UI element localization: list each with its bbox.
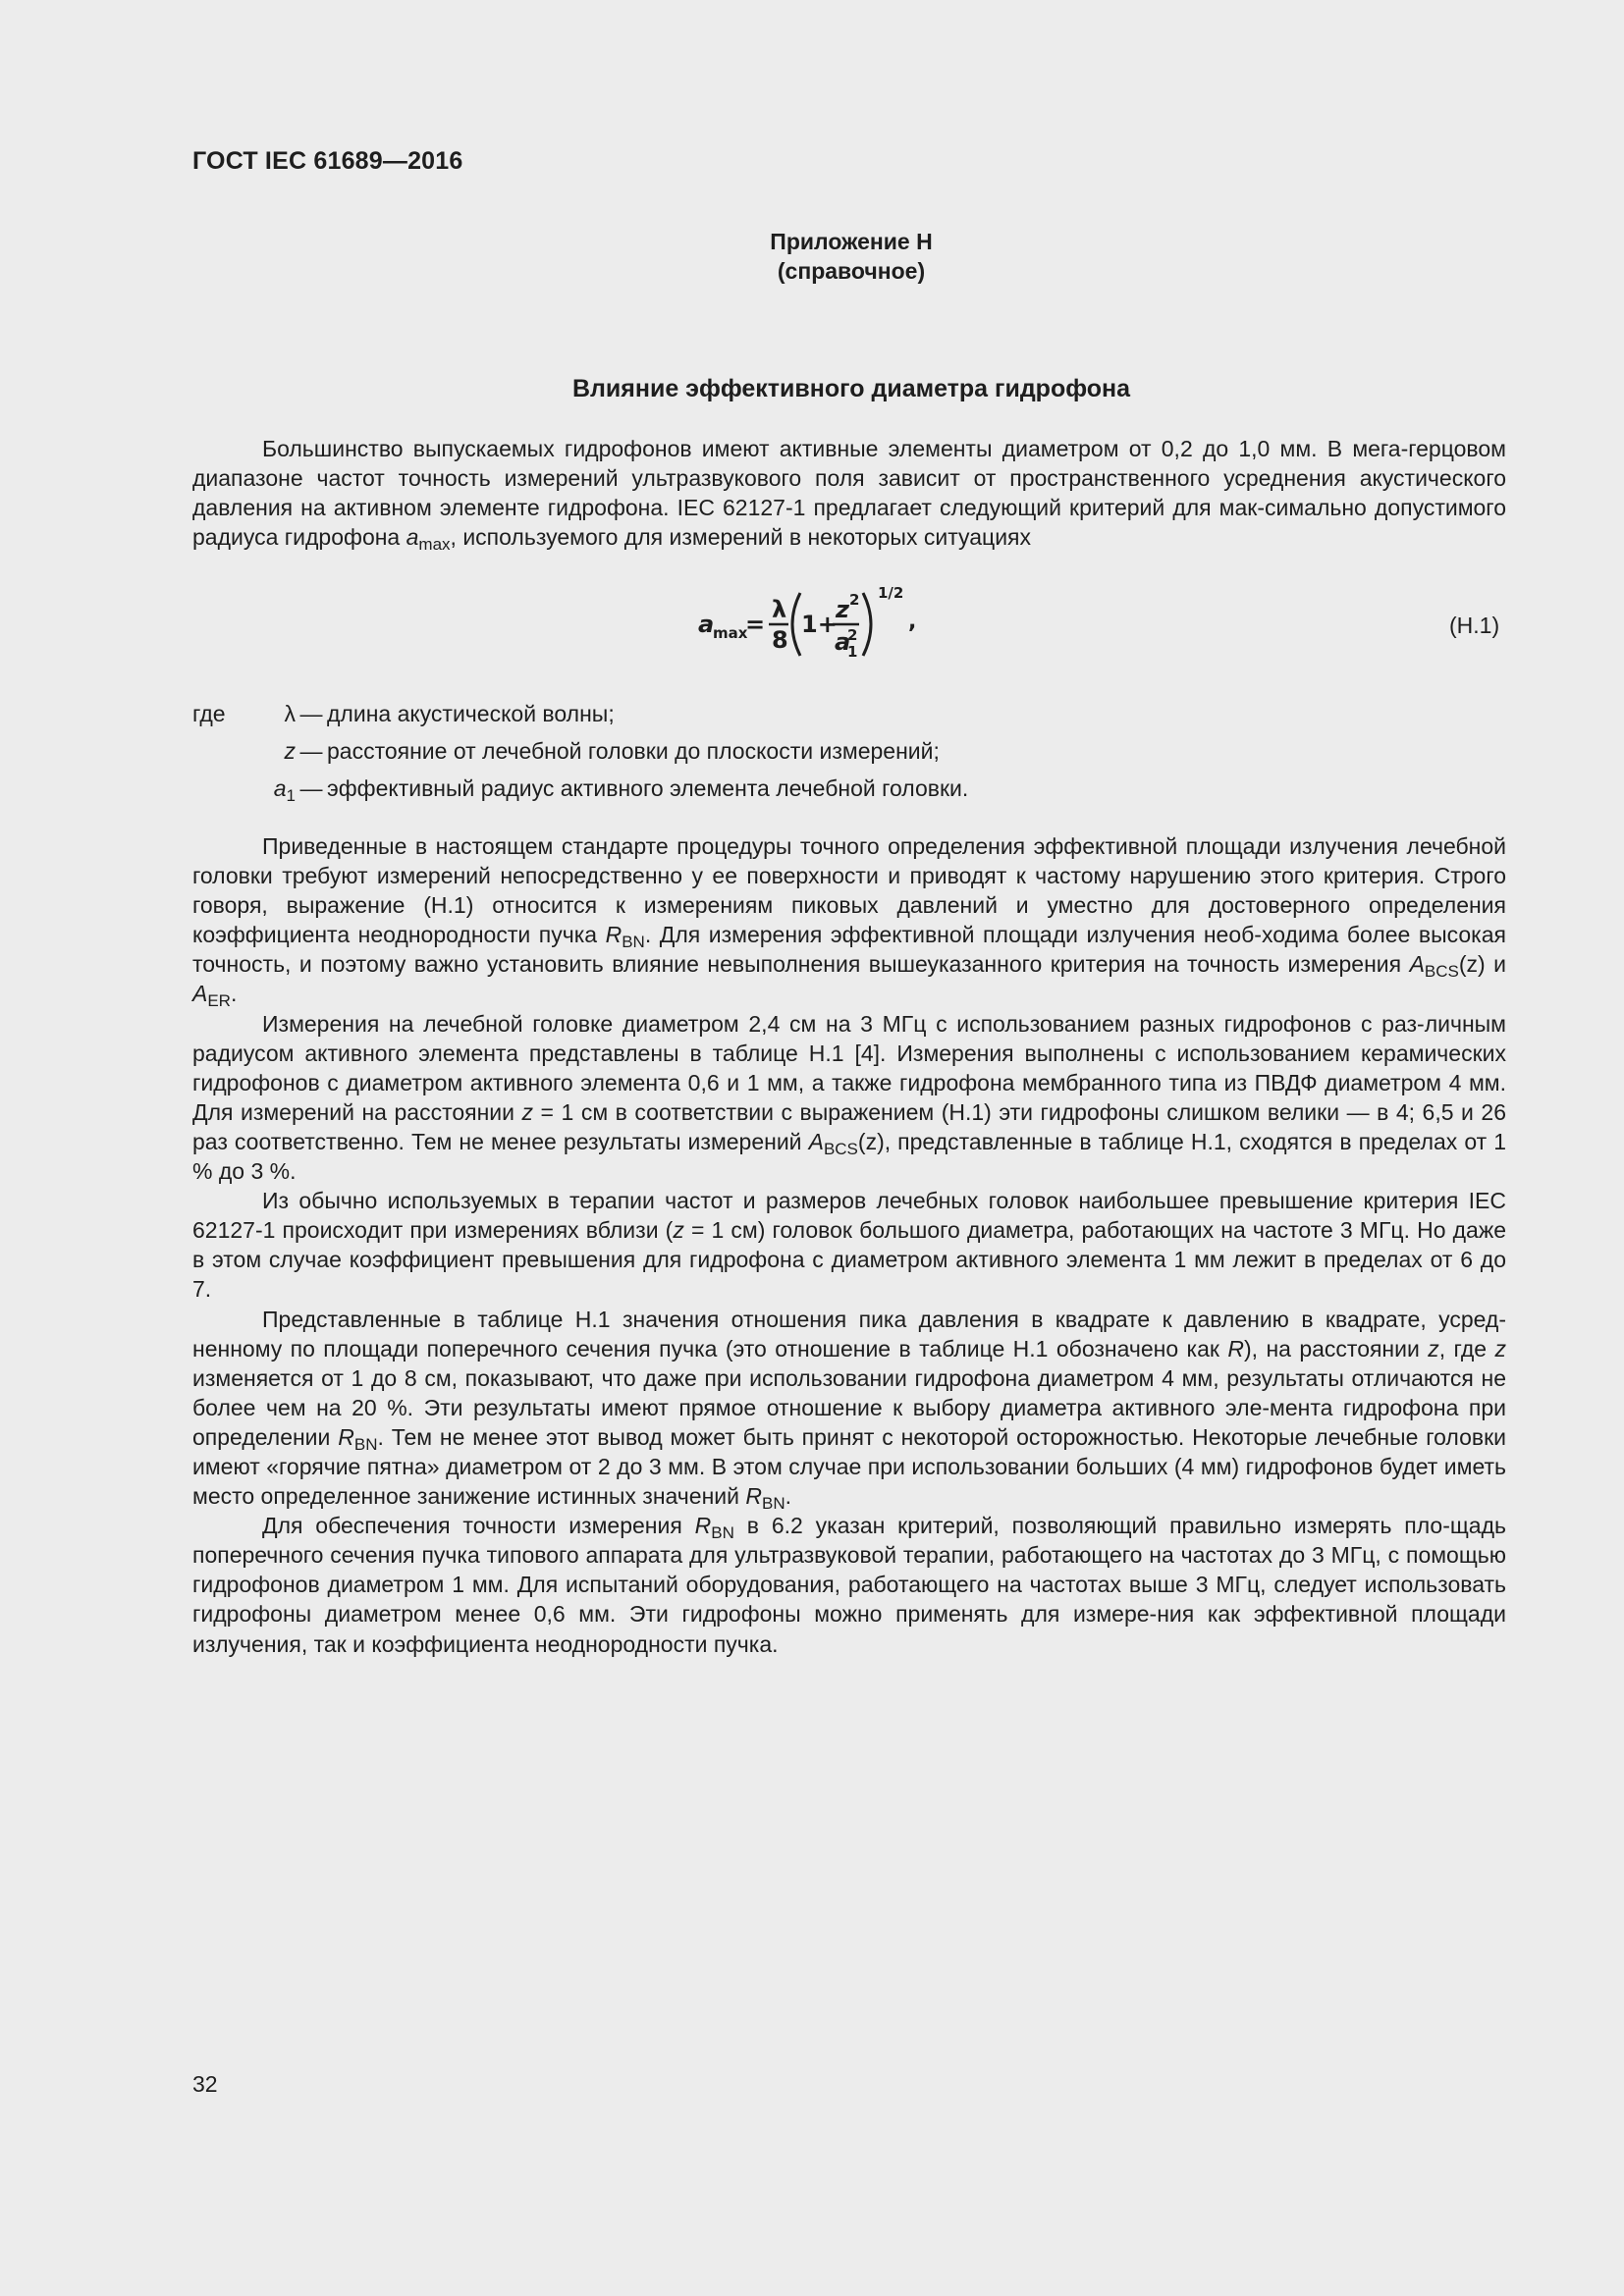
paragraph: Из обычно используемых в терапии частот и размеров лечебных головок наибольшее превышение критерия IEC 62127-1 происходит при измерениях вблизи (z = 1 см) головок большого диаметра, работающих на частоте 3 МГц. Но даже в этом случае коэффициент превышения для гидрофона с диаметром активного элемента 1 мм лежит в пределах от 6 до 7.: [192, 1188, 1506, 1303]
formula-z-exp: 2: [849, 591, 860, 609]
formula-lhs-sub: max: [713, 624, 748, 642]
paragraph: Измерения на лечебной головке диаметром 2,4 см на 3 МГц с использованием разных гидрофонов с раз-личным радиусом активного элемента представлены в таблице Н.1 [4]. Измерения выполнены с использованием керамических гидрофонов с диаметром активного элемента 0,6 и 1 мм, а также гидрофона мембранного типа из ПВДФ диаметром 4 мм. Для измерений на расстоянии z = 1 см в соответствии с выражением (Н.1) эти гидрофоны слишком велики — в 4; 6,5 и 26 раз соответственно. Тем не менее результаты измерений $A_{BCS}(z)$, представленные в таблице Н.1, сходятся в пределах от 1 % до 3 %.: [192, 1010, 1507, 1185]
body-paragraphs: [192, 831, 1506, 1659]
legend-row: z — расстояние от лечебной головки до плоскости измерений;: [192, 732, 968, 770]
intro-paragraph: Большинство выпускаемых гидрофонов имеют активные элементы диаметром от 0,2 до 1,0 мм. В мега-герцовом диапазоне частот точность измерений ультразвукового поля зависит от пространственного усреднения акустического давления на активном элементе гидрофона. IEC 62127-1 предлагает следующий критерий для мак-симально допустимого радиуса гидрофона $a_{max}$, используемого для измерений в некоторых ситуациях: [192, 436, 1506, 555]
formula-eight: 8: [772, 626, 788, 654]
legend-where: где: [192, 701, 226, 726]
document-header: ГОСТ IEC 61689—2016: [192, 147, 463, 175]
formula-z: z: [836, 596, 849, 623]
formula-power: 1/2: [878, 584, 904, 602]
legend-definition: длина акустической волны;: [327, 701, 615, 726]
formula-a1: a: [835, 628, 851, 656]
formula-legend: [192, 695, 968, 807]
formula-graphic: [690, 581, 926, 669]
formula-lhs: a: [698, 611, 715, 638]
section-title: Влияние эффективного диаметра гидрофона: [571, 375, 1131, 402]
legend-symbol: $a_1$: [273, 775, 296, 805]
formula-h1: [690, 581, 926, 669]
paragraph: Для обеспечения точности измерения $R_{BN}$ в 6.2 указан критерий, позволяющий правильно измерять пло-щадь поперечного сечения пучка типового аппарата для ультразвуковой терапии, работающего на частотах до 3 МГц, с помощью гидрофонов диаметром 1 мм. Для испытаний оборудования, работающего на частотах выше 3 МГц, следует использовать гидрофоны диаметром менее 0,6 мм. Эти гидрофоны можно применять для измере-ния как эффективной площади излучения, так и коэффициента неоднородности пучка.: [192, 1513, 1506, 1657]
page-number: 32: [192, 2071, 218, 2097]
formula-eq: =: [745, 611, 766, 638]
formula-number: (Н.1): [1449, 613, 1500, 638]
legend-definition: эффективный радиус активного элемента лечебной головки.: [327, 775, 969, 801]
formula-one-plus: 1+: [801, 611, 838, 638]
formula-a1-exp: 2: [847, 626, 858, 644]
annex-type: (справочное): [777, 258, 926, 284]
annex-title: Приложение Н: [770, 229, 933, 254]
paragraph: Приведенные в настоящем стандарте процедуры точного определения эффективной площади излучения лечебной головки требуют измерений непосредственно у ее поверхности и приводят к частому нарушению этого критерия. Строго говоря, выражение (Н.1) относится к измерениям пиковых давлений и уместно для достоверного определения коэффициента неоднородности пучка $R_{BN}$. Для измерения эффективной площади излучения необ-ходима более высокая точность, и поэтому важно установить влияние невыполнения вышеуказанного критерия на точность измерения $A_{BCS}(z)$ и $A_{ER}$.: [192, 833, 1506, 1011]
legend-row: где λ — длина акустической волны;: [192, 695, 968, 732]
annex-heading: [0, 227, 1624, 286]
legend-row: $a_1$ — эффективный радиус активного элемента лечебной головки.: [192, 770, 968, 807]
legend-symbol: z: [284, 738, 296, 764]
legend-symbol: λ: [284, 701, 296, 726]
paragraph: Представленные в таблице Н.1 значения отношения пика давления в квадрате к давлению в квадрате, усред-ненному по площади поперечного сечения пучка (это отношение в таблице Н.1 обозначено как R), на расстоянии z, где z изменяется от 1 до 8 см, показывают, что даже при использовании гидрофона диаметром 4 мм, результаты отличаются не более чем на 20 %. Эти результаты имеют прямое отношение к выбору диаметра активного эле-мента гидрофона при определении $R_{BN}$. Тем не менее этот вывод может быть принят с некоторой осторожностью. Некоторые лечебные головки имеют «горячие пятна» диаметром от 2 до 3 мм. В этом случае при использовании больших (4 мм) гидрофонов будет иметь место определенное занижение истинных значений $R_{BN}$.: [192, 1306, 1506, 1514]
formula-a1-sub: 1: [847, 643, 858, 661]
formula-comma: ,: [908, 610, 917, 634]
legend-definition: расстояние от лечебной головки до плоскости измерений;: [327, 738, 940, 764]
formula-lambda: λ: [772, 596, 787, 623]
